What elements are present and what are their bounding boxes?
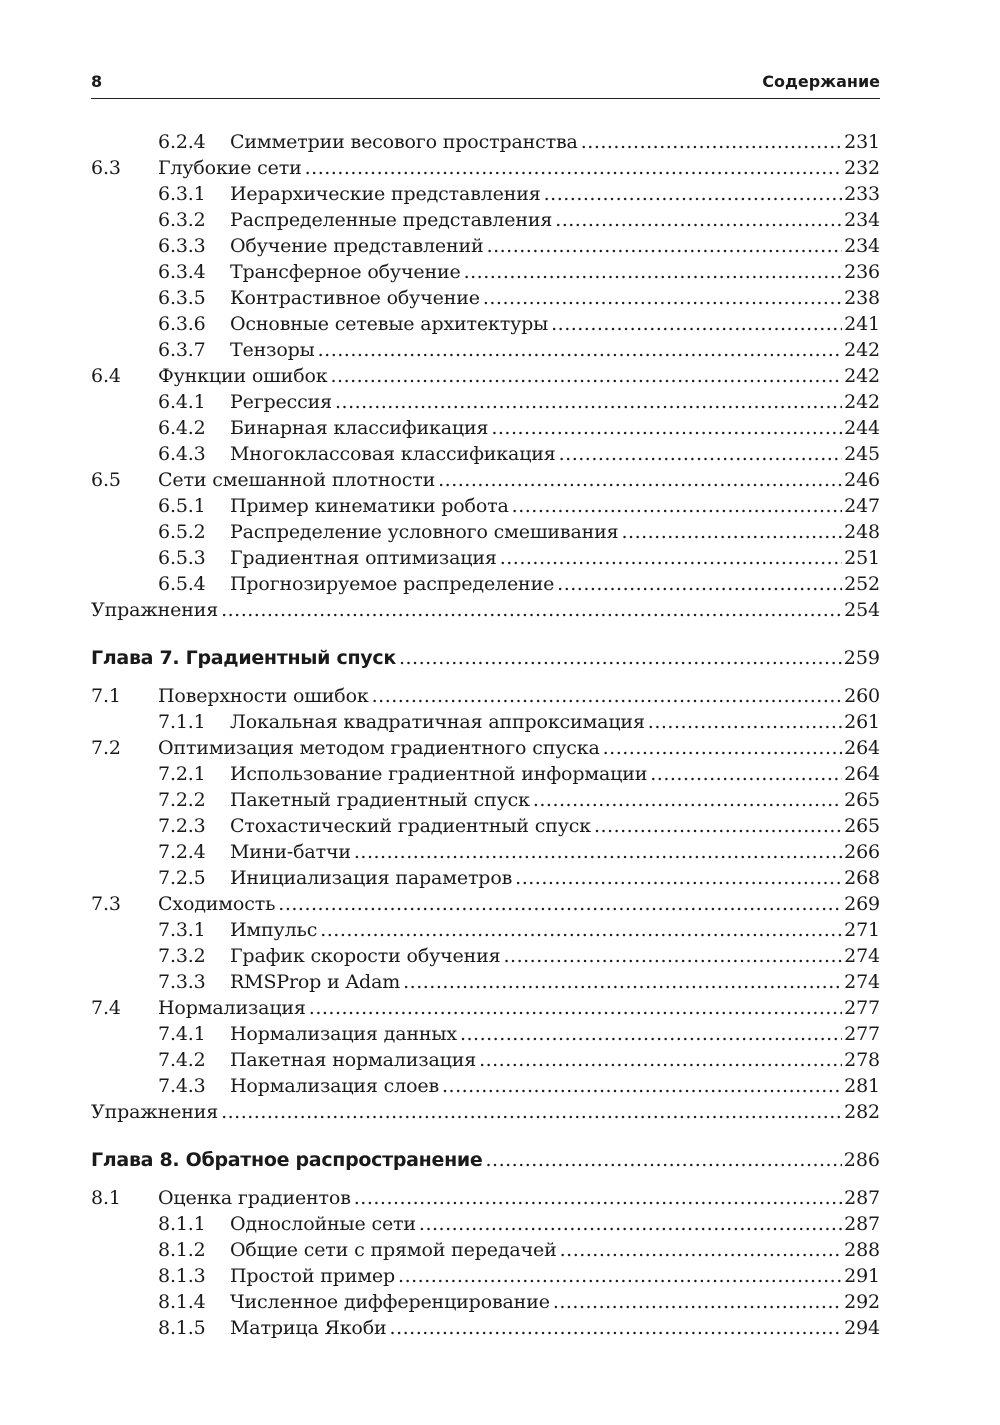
toc-entry[interactable] [91,815,880,841]
section-title: Сходимость [158,893,276,915]
dot-leader [621,521,842,543]
dot-leader [515,867,842,889]
section-number: 7.3.1 [158,919,206,941]
section-title: Тензоры [230,339,315,361]
section-title: Поверхности ошибок [158,685,369,707]
page-ref: 277 [844,1023,880,1045]
running-title: Содержание [762,72,880,91]
toc-entry[interactable] [91,469,880,495]
toc-entry[interactable] [91,261,880,287]
dot-leader [486,1149,842,1171]
toc-entry[interactable] [91,1023,880,1049]
page-ref: 268 [844,867,880,889]
toc-entry[interactable] [91,971,880,997]
page-ref: 254 [844,599,880,621]
section-number: 6.5.2 [158,521,206,543]
toc-chapter-heading[interactable] [91,1149,880,1175]
page-ref: 244 [844,417,880,439]
section-title: Мини-батчи [230,841,351,863]
section-number: 6.5.3 [158,547,206,569]
dot-leader [581,131,842,153]
section-number: 7.2.3 [158,815,206,837]
section-number: 7.2.4 [158,841,206,863]
dot-leader [544,183,843,205]
toc-entry[interactable] [91,711,880,737]
dot-leader [551,313,842,335]
dot-leader [594,815,842,837]
section-number: 7.4 [91,997,121,1019]
page-ref: 251 [844,547,880,569]
dot-leader [398,1265,842,1287]
section-title: Общие сети с прямой передачей [230,1239,557,1261]
section-title: Распределенные представления [230,209,553,231]
toc-entry[interactable] [91,919,880,945]
section-title: Оценка градиентов [158,1187,351,1209]
section-number: 7.2 [91,737,121,759]
section-number: 8.1.3 [158,1265,206,1287]
section-title: Иерархические представления [230,183,541,205]
page-ref: 287 [844,1213,880,1235]
dot-leader [438,469,842,491]
toc-entry[interactable] [91,997,880,1023]
toc-entry[interactable] [91,209,880,235]
dot-leader [335,391,842,413]
toc-entry[interactable] [91,521,880,547]
toc-chapter-heading[interactable] [91,647,880,673]
section-number: 8.1.5 [158,1317,206,1339]
section-title: Симметрии весового пространства [230,131,578,153]
toc-entry[interactable] [91,443,880,469]
section-number: 8.1.1 [158,1213,206,1235]
page-ref: 238 [844,287,880,309]
toc-entry[interactable] [91,365,880,391]
page-ref: 281 [844,1075,880,1097]
toc-entry[interactable] [91,1265,880,1291]
dot-leader [650,763,842,785]
section-number: 6.2.4 [158,131,206,153]
section-title: Контрастивное обучение [230,287,480,309]
section-title: Пакетная нормализация [230,1049,477,1071]
section-number: 6.5.1 [158,495,206,517]
section-title: Импульс [230,919,318,941]
section-number: 6.3.5 [158,287,206,309]
section-title: Многоклассовая классификация [230,443,556,465]
dot-leader [504,945,843,967]
section-title: Оптимизация методом градиентного спуска [158,737,600,759]
page-ref: 264 [844,763,880,785]
toc-entry[interactable] [91,1075,880,1101]
dot-leader [354,1187,842,1209]
section-title: Однослойные сети [230,1213,416,1235]
page-ref: 269 [844,893,880,915]
page-number: 8 [91,72,103,91]
dot-leader [221,1101,842,1123]
section-number: 8.1.4 [158,1291,206,1313]
section-number: 7.1.1 [158,711,206,733]
section-title: Стохастический градиентный спуск [230,815,591,837]
page-ref: 252 [844,573,880,595]
toc-entry[interactable] [91,495,880,521]
section-number: 6.3.7 [158,339,206,361]
page-ref: 287 [844,1187,880,1209]
dot-leader [399,647,842,669]
page-ref: 233 [844,183,880,205]
dot-leader [390,1317,843,1339]
page-ref: 245 [844,443,880,465]
section-number: 6.3.6 [158,313,206,335]
toc-entry[interactable] [91,737,880,763]
page-ref: 232 [844,157,880,179]
toc-entry[interactable] [91,685,880,711]
section-title: Пример кинематики робота [230,495,509,517]
section-title: Сети смешанной плотности [158,469,436,491]
section-title: Трансферное обучение [230,261,461,283]
page-ref: 261 [844,711,880,733]
section-number: 7.3.2 [158,945,206,967]
toc-entry[interactable] [91,547,880,573]
section-number: 7.2.5 [158,867,206,889]
page-ref: 265 [844,789,880,811]
section-title: Нормализация [158,997,306,1019]
section-title: Регрессия [230,391,332,413]
dot-leader [403,971,842,993]
section-number: 6.4.3 [158,443,206,465]
page-ref: 242 [844,365,880,387]
dot-leader [479,1049,842,1071]
section-number: 7.4.2 [158,1049,206,1071]
section-title: Упражнения [91,1101,219,1123]
page-ref: 234 [844,209,880,231]
section-number: 6.4.2 [158,417,206,439]
page-ref: 234 [844,235,880,257]
section-title: Обучение представлений [230,235,484,257]
dot-leader [442,1075,842,1097]
toc-exercises-entry[interactable] [91,1101,880,1127]
page-ref: 288 [844,1239,880,1261]
toc-entry[interactable] [91,573,880,599]
chapter-title: Глава 7. Градиентный спуск [91,647,396,669]
page-ref: 274 [844,971,880,993]
toc-block-chapter8 [91,1187,880,1343]
dot-leader [487,235,843,257]
section-number: 7.4.3 [158,1075,206,1097]
section-title: Локальная квадратичная аппроксимация [230,711,645,733]
dot-leader [464,261,843,283]
section-title: Матрица Якоби [230,1317,387,1339]
toc-entry[interactable] [91,1213,880,1239]
section-title: Основные сетевые архитектуры [230,313,549,335]
toc-entry[interactable] [91,1317,880,1343]
dot-leader [603,737,843,759]
page-ref: 277 [844,997,880,1019]
section-title: Пакетный градиентный спуск [230,789,530,811]
section-title: Нормализация слоев [230,1075,439,1097]
section-title: Инициализация параметров [230,867,513,889]
page-ref: 259 [843,647,880,669]
page-ref: 247 [844,495,880,517]
chapter-title: Глава 8. Обратное распространение [91,1149,483,1171]
page-ref: 294 [844,1317,880,1339]
toc-entry[interactable] [91,1291,880,1317]
dot-leader [305,157,843,179]
dot-leader [560,1239,843,1261]
section-number: 6.5.4 [158,573,206,595]
dot-leader [483,287,842,309]
toc-block-chapter7 [91,685,880,1127]
page-ref: 286 [843,1149,880,1171]
section-title: Градиентная оптимизация [230,547,497,569]
dot-leader [512,495,843,517]
section-title: Функции ошибок [158,365,328,387]
section-title: График скорости обучения [230,945,501,967]
section-title: Бинарная классификация [230,417,489,439]
section-title: Численное дифференцирование [230,1291,550,1313]
dot-leader [372,685,843,707]
page-ref: 292 [844,1291,880,1313]
section-number: 6.3.1 [158,183,206,205]
section-title: Глубокие сети [158,157,302,179]
toc-entry[interactable] [91,391,880,417]
page-ref: 260 [844,685,880,707]
toc-entry[interactable] [91,131,880,157]
page-ref: 291 [844,1265,880,1287]
toc-entry[interactable] [91,235,880,261]
toc-entry[interactable] [91,1239,880,1265]
section-number: 6.4 [91,365,121,387]
dot-leader [318,339,843,361]
page-ref: 241 [844,313,880,335]
dot-leader [555,209,842,231]
dot-leader [553,1291,842,1313]
section-number: 8.1.2 [158,1239,206,1261]
toc-block-chapter6 [91,131,880,625]
section-title: Прогнозируемое распределение [230,573,555,595]
section-number: 6.3.3 [158,235,206,257]
dot-leader [221,599,842,621]
section-number: 8.1 [91,1187,121,1209]
toc-entry[interactable] [91,417,880,443]
page-ref: 246 [844,469,880,491]
dot-leader [331,365,843,387]
section-number: 7.3.3 [158,971,206,993]
section-number: 7.2.1 [158,763,206,785]
toc-entry[interactable] [91,867,880,893]
page-ref: 248 [844,521,880,543]
dot-leader [533,789,842,811]
toc-entry[interactable] [91,841,880,867]
toc-entry[interactable] [91,893,880,919]
section-number: 6.3.2 [158,209,206,231]
dot-leader [500,547,842,569]
toc-entry[interactable] [91,313,880,339]
page-ref: 282 [844,1101,880,1123]
page-header [91,70,880,99]
dot-leader [419,1213,842,1235]
section-number: 6.4.1 [158,391,206,413]
page-ref: 264 [844,737,880,759]
toc-entry[interactable] [91,287,880,313]
page-ref: 274 [844,945,880,967]
page-ref: 242 [844,391,880,413]
toc-exercises-entry[interactable] [91,599,880,625]
section-number: 7.3 [91,893,121,915]
page-ref: 265 [844,815,880,837]
page-ref: 236 [844,261,880,283]
section-number: 6.3.4 [158,261,206,283]
page-ref: 271 [844,919,880,941]
page-ref: 242 [844,339,880,361]
section-number: 6.3 [91,157,121,179]
dot-leader [648,711,842,733]
section-number: 7.4.1 [158,1023,206,1045]
toc-entry[interactable] [91,789,880,815]
section-title: Нормализация данных [230,1023,457,1045]
page-ref: 266 [844,841,880,863]
section-number: 7.2.2 [158,789,206,811]
section-title: Распределение условного смешивания [230,521,619,543]
dot-leader [320,919,842,941]
section-number: 6.5 [91,469,121,491]
toc-entry[interactable] [91,763,880,789]
dot-leader [460,1023,842,1045]
toc-entry[interactable] [91,1187,880,1213]
section-number: 7.1 [91,685,121,707]
section-title: Использование градиентной информации [230,763,648,785]
toc-entry[interactable] [91,1049,880,1075]
section-title: RMSProp и Adam [230,971,401,993]
table-of-contents [91,131,880,1343]
dot-leader [309,997,842,1019]
dot-leader [559,443,843,465]
dot-leader [278,893,842,915]
toc-entry[interactable] [91,339,880,365]
toc-entry[interactable] [91,157,880,183]
toc-entry[interactable] [91,183,880,209]
section-title: Упражнения [91,599,219,621]
page-ref: 231 [844,131,880,153]
dot-leader [354,841,842,863]
dot-leader [491,417,842,439]
toc-entry[interactable] [91,945,880,971]
section-title: Простой пример [230,1265,396,1287]
dot-leader [557,573,842,595]
page-ref: 278 [844,1049,880,1071]
